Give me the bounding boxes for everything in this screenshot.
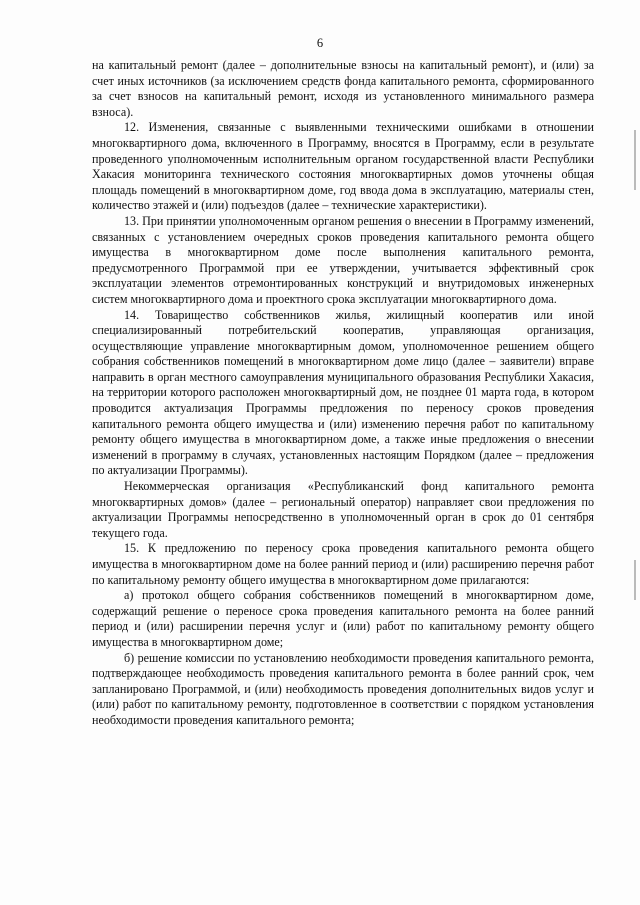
paragraph-15b: б) решение комиссии по установлению необходимости проведения капитального ремонта, подтверждающее необходимость проведения капитального ремонта в более ранний срок, чем запланировано Программой, и (или) необходимость проведения дополнительных видов услуг и (или) работ по капитальному ремонту, подготовленное в соответствии с порядком установления необходимости проведения капитального ремонта; [92,650,594,727]
paragraph-15a: а) протокол общего собрания собственников помещений в многоквартирном доме, содержащий решение о переносе срока проведения капитального ремонта на более ранний период и (или) расширении перечня услуг и (или) работ по капитальному ремонту общего имущества в многоквартирном доме; [92,588,594,649]
paragraph-13: 13. При принятии уполномоченным органом решения о внесении в Программу изменений, связанных с установлением очередных сроков проведения капитального ремонта общего имущества в многоквартирном доме после выполнения капитального ремонта, предусмотренного Программой при ее утверждении, учитывается эффективный срок эксплуатации элементов отремонтированных конструкций и внутридомовых инженерных систем многоквартирного дома и проектного срока эксплуатации многоквартирного дома. [92,213,594,306]
document-body [92,58,594,729]
page-number: 6 [316,36,324,50]
scan-edge-mark [634,130,636,190]
paragraph-14: 14. Товарищество собственников жилья, жилищный кооператив или иной специализированный потребительский кооператив, управляющая организация, осуществляющие управление многоквартирным домом, уполномоченное решением общего собрания собственников помещений в многоквартирном доме лицо (далее – заявители) вправе направить в орган местного самоуправления муниципального образования Республики Хакасия, на территории которого расположен многоквартирный дом, не позднее 01 марта года, в котором проводится актуализация Программы предложения по переносу сроков проведения капитального ремонта общего имущества и (или) изменению перечня работ по капитальному ремонту общего имущества в многоквартирном доме, а также иные предложения о внесении изменений в программу в случаях, установленных настоящим Порядком (далее – предложения по актуализации Программы). [92,307,594,478]
paragraph-regional-operator: Некоммерческая организация «Республиканский фонд капитального ремонта многоквартирных домов» (далее – региональный оператор) направляет свои предложения по актуализации Программы непосредственно в уполномоченный орган в срок до 01 сентября текущего года. [92,479,594,540]
paragraph-continuation: на капитальный ремонт (далее – дополнительные взносы на капитальный ремонт), и (или) за счет иных источников (за исключением средств фонда капитального ремонта, сформированного за счет взносов на капитальный ремонт, исходя из установленного минимального размера взноса). [92,58,594,119]
paragraph-15: 15. К предложению по переносу срока проведения капитального ремонта общего имущества в многоквартирном доме на более ранний период и (или) расширению перечня работ по капитальному ремонту общего имущества в многоквартирном доме прилагаются: [92,541,594,587]
paragraph-12: 12. Изменения, связанные с выявленными техническими ошибками в отношении многоквартирного дома, включенного в Программу, вносятся в Программу, если в результате проведенного уполномоченным исполнительным органом государственной власти Республики Хакасия мониторинга технического состояния многоквартирных домов уточнены общая площадь помещений в многоквартирном доме, год ввода дома в эксплуатацию, материалы стен, количество этажей и (или) подъездов (далее – технические характеристики). [92,120,594,213]
scan-edge-mark [634,560,636,600]
